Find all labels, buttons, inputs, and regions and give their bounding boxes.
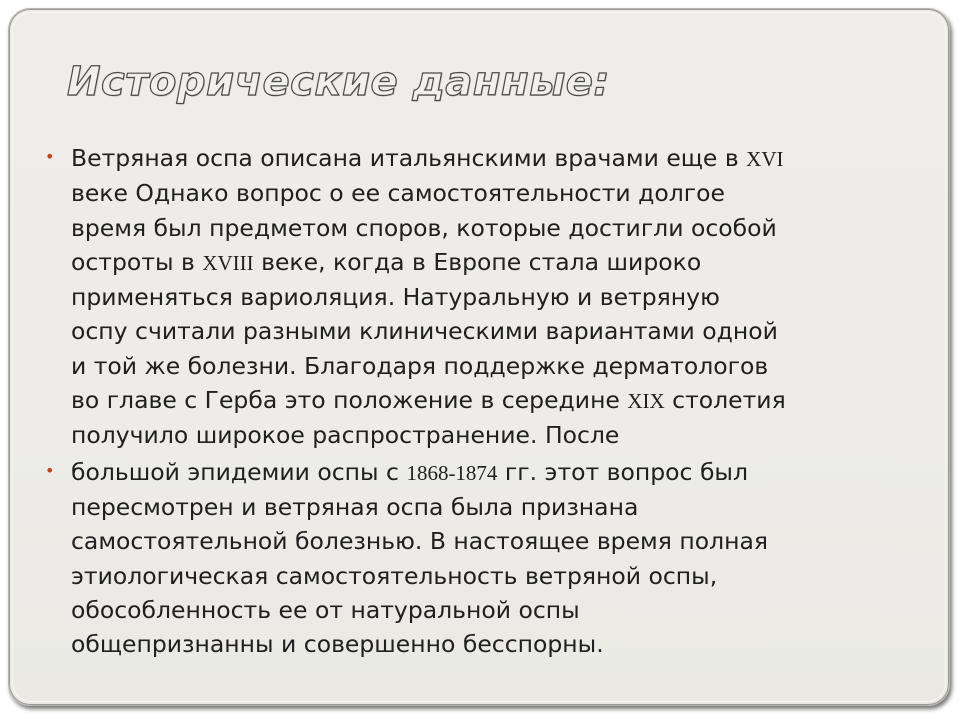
bullet-text-line: получило широкое распространение. После bbox=[71, 421, 620, 450]
bullet-text-line: самостоятельной болезнью. В настоящее время полная bbox=[71, 527, 769, 556]
bullet-text-line: и той же болезни. Благодаря поддержке дерматологов bbox=[71, 351, 769, 380]
bullet-text-line: Ветряная оспа описана итальянскими врачами еще в XVI bbox=[71, 144, 784, 172]
roman-numeral: 1868-1874 bbox=[406, 460, 498, 485]
bullet-icon: • bbox=[45, 147, 55, 166]
bullet-text-line: остроты в XVIII веке, когда в Европе стала широко bbox=[71, 247, 702, 276]
roman-numeral: XIX bbox=[627, 389, 665, 414]
bullet-text-line: оспу считали разными клиническими вариантами одной bbox=[71, 317, 778, 346]
bullet-text-line: применяться вариоляция. Натуральную и ветряную bbox=[71, 283, 720, 312]
bullet-text-line: время был предметом споров, которые достигли особой bbox=[71, 213, 777, 242]
bullet-icon: • bbox=[45, 460, 55, 480]
roman-numeral: XVI bbox=[746, 147, 784, 171]
bullet-text-line: большой эпидемии оспы с 1868-1874 гг. этот вопрос был bbox=[71, 457, 749, 486]
bullet-text-line: веке Однако вопрос о ее самостоятельности долгое bbox=[71, 179, 725, 208]
roman-numeral: XVIII bbox=[202, 250, 254, 275]
bullet-text-line: этиологическая самостоятельность ветряной оспы, bbox=[71, 561, 718, 590]
bullet-text-line: общепризнанны и совершенно бесспорны. bbox=[71, 630, 604, 659]
bullet-item bbox=[45, 455, 925, 662]
bullet-item bbox=[45, 141, 925, 453]
slide-frame bbox=[8, 8, 950, 706]
bullet-list bbox=[45, 141, 925, 663]
slide-title: Исторические данные: bbox=[67, 59, 610, 105]
bullet-text-line: обособленность ее от натуральной оспы bbox=[71, 595, 580, 624]
bullet-text-line: пересмотрен и ветряная оспа была признана bbox=[71, 492, 639, 521]
bullet-text-line: во главе с Герба это положение в середине XIX столетия bbox=[71, 386, 786, 415]
